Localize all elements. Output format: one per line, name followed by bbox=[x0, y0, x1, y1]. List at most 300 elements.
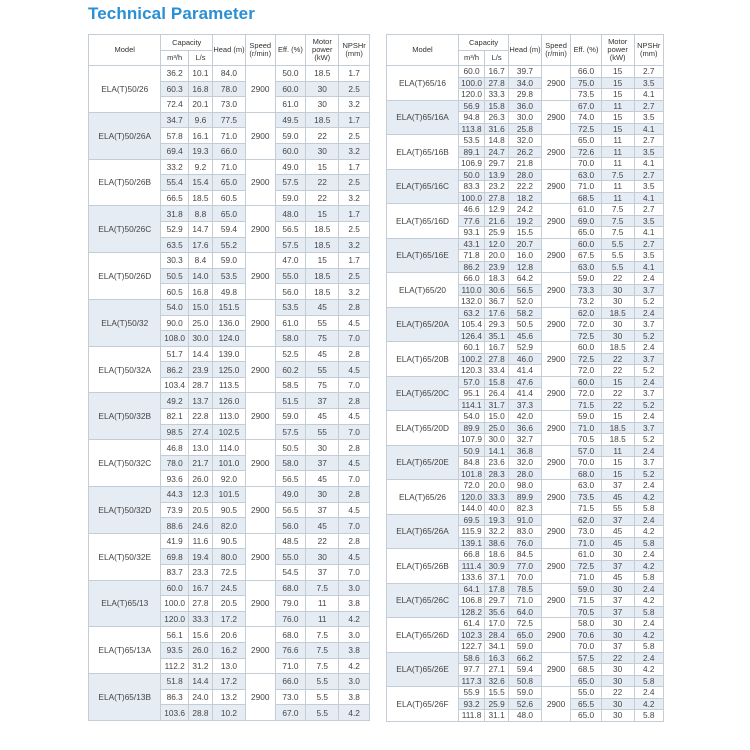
header-npshr: NPSHr (mm) bbox=[634, 35, 664, 66]
eff-value: 76.0 bbox=[275, 611, 306, 627]
npshr-value: 7.0 bbox=[339, 518, 370, 534]
capacity-ls: 31.7 bbox=[485, 399, 509, 411]
eff-value: 63.0 bbox=[571, 169, 602, 181]
capacity-ls: 20.0 bbox=[485, 250, 509, 262]
capacity-ls: 17.6 bbox=[188, 237, 212, 253]
motor-power-value: 5.5 bbox=[601, 250, 634, 262]
eff-value: 56.0 bbox=[275, 518, 306, 534]
capacity-ls: 33.3 bbox=[485, 89, 509, 101]
npshr-value: 4.1 bbox=[634, 192, 664, 204]
speed-value: 2900 bbox=[541, 238, 570, 273]
motor-power-value: 30 bbox=[306, 487, 339, 503]
head-value: 10.2 bbox=[213, 705, 246, 721]
capacity-m3h: 56.1 bbox=[161, 627, 188, 643]
table-row bbox=[387, 514, 664, 526]
motor-power-value: 18.5 bbox=[306, 268, 339, 284]
head-value: 66.2 bbox=[509, 652, 542, 664]
capacity-m3h: 86.3 bbox=[161, 689, 188, 705]
head-value: 22.2 bbox=[509, 181, 542, 193]
head-value: 17.2 bbox=[213, 674, 246, 690]
head-value: 71.0 bbox=[213, 159, 246, 175]
motor-power-value: 15 bbox=[306, 253, 339, 269]
capacity-m3h: 69.8 bbox=[161, 549, 188, 565]
capacity-m3h: 55.9 bbox=[458, 687, 484, 699]
capacity-ls: 37.1 bbox=[485, 572, 509, 584]
motor-power-value: 30 bbox=[601, 583, 634, 595]
npshr-value: 3.2 bbox=[339, 190, 370, 206]
npshr-value: 2.7 bbox=[634, 135, 664, 147]
speed-value: 2900 bbox=[541, 376, 570, 411]
capacity-ls: 20.1 bbox=[188, 97, 212, 113]
head-value: 60.5 bbox=[213, 190, 246, 206]
motor-power-value: 15 bbox=[601, 77, 634, 89]
capacity-ls: 27.8 bbox=[485, 192, 509, 204]
eff-value: 50.0 bbox=[275, 66, 306, 82]
motor-power-value: 55 bbox=[601, 503, 634, 515]
head-value: 36.0 bbox=[509, 100, 542, 112]
capacity-m3h: 51.8 bbox=[161, 674, 188, 690]
eff-value: 67.0 bbox=[275, 705, 306, 721]
capacity-m3h: 95.1 bbox=[458, 388, 484, 400]
header-motor-power: Motor power (kW) bbox=[601, 35, 634, 66]
capacity-ls: 24.7 bbox=[485, 146, 509, 158]
spec-table-body bbox=[387, 66, 664, 722]
speed-value: 2900 bbox=[541, 514, 570, 549]
npshr-value: 5.2 bbox=[634, 434, 664, 446]
eff-value: 49.5 bbox=[275, 112, 306, 128]
npshr-value: 2.7 bbox=[634, 100, 664, 112]
table-row bbox=[387, 238, 664, 250]
motor-power-value: 18.5 bbox=[306, 66, 339, 82]
speed-value: 2900 bbox=[245, 580, 275, 627]
spec-table-left bbox=[88, 34, 370, 721]
motor-power-value: 45 bbox=[306, 409, 339, 425]
motor-power-value: 37 bbox=[306, 502, 339, 518]
head-value: 71.0 bbox=[509, 595, 542, 607]
table-row bbox=[89, 674, 370, 690]
capacity-ls: 12.0 bbox=[485, 238, 509, 250]
capacity-m3h: 93.6 bbox=[161, 471, 188, 487]
capacity-ls: 18.6 bbox=[485, 549, 509, 561]
npshr-value: 4.2 bbox=[634, 664, 664, 676]
capacity-m3h: 46.8 bbox=[161, 440, 188, 456]
npshr-value: 3.5 bbox=[634, 112, 664, 124]
head-value: 92.0 bbox=[213, 471, 246, 487]
capacity-m3h: 112.2 bbox=[161, 658, 188, 674]
table-row bbox=[387, 618, 664, 630]
eff-value: 59.0 bbox=[571, 273, 602, 285]
capacity-ls: 36.7 bbox=[485, 296, 509, 308]
capacity-m3h: 100.0 bbox=[458, 77, 484, 89]
speed-value: 2900 bbox=[245, 440, 275, 487]
eff-value: 76.6 bbox=[275, 642, 306, 658]
header-m3h: m³/h bbox=[161, 51, 188, 66]
capacity-m3h: 72.4 bbox=[161, 97, 188, 113]
npshr-value: 2.5 bbox=[339, 175, 370, 191]
header-speed: Speed (r/min) bbox=[541, 35, 570, 66]
npshr-value: 2.4 bbox=[634, 514, 664, 526]
npshr-value: 4.1 bbox=[634, 89, 664, 101]
eff-value: 71.0 bbox=[571, 572, 602, 584]
model-name: ELA(T)65/20C bbox=[387, 376, 459, 411]
motor-power-value: 30 bbox=[601, 296, 634, 308]
eff-value: 71.0 bbox=[571, 181, 602, 193]
capacity-m3h: 93.1 bbox=[458, 227, 484, 239]
table-row bbox=[387, 376, 664, 388]
head-value: 28.0 bbox=[509, 468, 542, 480]
head-value: 24.2 bbox=[509, 204, 542, 216]
capacity-ls: 14.4 bbox=[188, 674, 212, 690]
motor-power-value: 7.5 bbox=[306, 642, 339, 658]
head-value: 82.0 bbox=[213, 518, 246, 534]
motor-power-value: 15 bbox=[601, 457, 634, 469]
capacity-m3h: 60.0 bbox=[458, 66, 484, 78]
npshr-value: 1.7 bbox=[339, 112, 370, 128]
model-name: ELA(T)65/13 bbox=[89, 580, 161, 627]
capacity-m3h: 93.5 bbox=[161, 642, 188, 658]
head-value: 65.0 bbox=[213, 175, 246, 191]
capacity-ls: 13.9 bbox=[485, 169, 509, 181]
capacity-ls: 16.1 bbox=[188, 128, 212, 144]
head-value: 78.0 bbox=[213, 81, 246, 97]
eff-value: 73.0 bbox=[275, 689, 306, 705]
capacity-ls: 16.7 bbox=[485, 66, 509, 78]
motor-power-value: 22 bbox=[601, 388, 634, 400]
model-name: ELA(T)50/32 bbox=[89, 299, 161, 346]
eff-value: 59.0 bbox=[275, 409, 306, 425]
npshr-value: 4.2 bbox=[634, 698, 664, 710]
eff-value: 60.0 bbox=[571, 238, 602, 250]
motor-power-value: 11 bbox=[601, 135, 634, 147]
motor-power-value: 45 bbox=[306, 518, 339, 534]
motor-power-value: 22 bbox=[306, 533, 339, 549]
capacity-m3h: 105.4 bbox=[458, 319, 484, 331]
speed-value: 2900 bbox=[541, 687, 570, 722]
capacity-ls: 23.9 bbox=[188, 362, 212, 378]
eff-value: 58.0 bbox=[275, 331, 306, 347]
head-value: 139.0 bbox=[213, 346, 246, 362]
npshr-value: 5.8 bbox=[634, 641, 664, 653]
head-value: 32.0 bbox=[509, 457, 542, 469]
capacity-m3h: 54.0 bbox=[458, 411, 484, 423]
motor-power-value: 7.5 bbox=[601, 169, 634, 181]
npshr-value: 4.5 bbox=[339, 409, 370, 425]
capacity-m3h: 73.9 bbox=[161, 502, 188, 518]
capacity-ls: 38.6 bbox=[485, 537, 509, 549]
eff-value: 70.5 bbox=[571, 434, 602, 446]
npshr-value: 5.8 bbox=[634, 503, 664, 515]
motor-power-value: 30 bbox=[306, 549, 339, 565]
eff-value: 63.0 bbox=[571, 480, 602, 492]
capacity-ls: 26.3 bbox=[485, 112, 509, 124]
header-capacity: Capacity bbox=[458, 35, 508, 51]
npshr-value: 3.0 bbox=[339, 580, 370, 596]
npshr-value: 2.4 bbox=[634, 652, 664, 664]
eff-value: 60.0 bbox=[275, 143, 306, 159]
capacity-m3h: 53.5 bbox=[458, 135, 484, 147]
capacity-m3h: 50.0 bbox=[458, 169, 484, 181]
head-value: 45.6 bbox=[509, 330, 542, 342]
head-value: 72.5 bbox=[509, 618, 542, 630]
motor-power-value: 15 bbox=[601, 112, 634, 124]
capacity-ls: 22.8 bbox=[188, 409, 212, 425]
npshr-value: 2.4 bbox=[634, 307, 664, 319]
npshr-value: 7.0 bbox=[339, 471, 370, 487]
npshr-value: 4.2 bbox=[634, 629, 664, 641]
motor-power-value: 55 bbox=[306, 362, 339, 378]
head-value: 32.7 bbox=[509, 434, 542, 446]
head-value: 50.5 bbox=[509, 319, 542, 331]
npshr-value: 5.8 bbox=[634, 537, 664, 549]
npshr-value: 3.5 bbox=[634, 250, 664, 262]
eff-value: 52.5 bbox=[275, 346, 306, 362]
motor-power-value: 11 bbox=[601, 445, 634, 457]
head-value: 18.2 bbox=[509, 192, 542, 204]
table-row bbox=[387, 583, 664, 595]
capacity-ls: 15.5 bbox=[485, 687, 509, 699]
capacity-m3h: 88.6 bbox=[161, 518, 188, 534]
eff-value: 48.5 bbox=[275, 533, 306, 549]
head-value: 113.5 bbox=[213, 377, 246, 393]
capacity-ls: 18.5 bbox=[188, 190, 212, 206]
npshr-value: 3.2 bbox=[339, 237, 370, 253]
capacity-ls: 25.9 bbox=[485, 698, 509, 710]
capacity-ls: 27.8 bbox=[188, 596, 212, 612]
capacity-ls: 14.8 bbox=[485, 135, 509, 147]
motor-power-value: 11 bbox=[601, 100, 634, 112]
capacity-m3h: 60.0 bbox=[161, 580, 188, 596]
eff-value: 56.5 bbox=[275, 502, 306, 518]
capacity-m3h: 89.1 bbox=[458, 146, 484, 158]
motor-power-value: 37 bbox=[601, 641, 634, 653]
head-value: 56.5 bbox=[509, 284, 542, 296]
npshr-value: 3.8 bbox=[339, 642, 370, 658]
capacity-ls: 12.3 bbox=[188, 487, 212, 503]
head-value: 53.5 bbox=[213, 268, 246, 284]
capacity-m3h: 50.9 bbox=[458, 445, 484, 457]
motor-power-value: 55 bbox=[306, 424, 339, 440]
capacity-m3h: 63.2 bbox=[458, 307, 484, 319]
head-value: 21.8 bbox=[509, 158, 542, 170]
header-speed: Speed (r/min) bbox=[245, 35, 275, 66]
eff-value: 49.0 bbox=[275, 487, 306, 503]
head-value: 52.0 bbox=[509, 296, 542, 308]
capacity-m3h: 94.8 bbox=[458, 112, 484, 124]
speed-value: 2900 bbox=[245, 627, 275, 674]
capacity-m3h: 71.8 bbox=[458, 250, 484, 262]
capacity-m3h: 122.7 bbox=[458, 641, 484, 653]
table-row bbox=[89, 66, 370, 82]
capacity-ls: 24.0 bbox=[188, 689, 212, 705]
capacity-m3h: 108.0 bbox=[161, 331, 188, 347]
capacity-ls: 31.1 bbox=[485, 710, 509, 722]
npshr-value: 2.8 bbox=[339, 299, 370, 315]
capacity-ls: 40.0 bbox=[485, 503, 509, 515]
eff-value: 63.0 bbox=[571, 261, 602, 273]
capacity-m3h: 54.0 bbox=[161, 299, 188, 315]
capacity-m3h: 133.6 bbox=[458, 572, 484, 584]
capacity-ls: 27.8 bbox=[485, 77, 509, 89]
capacity-m3h: 110.0 bbox=[458, 284, 484, 296]
capacity-ls: 20.5 bbox=[188, 502, 212, 518]
head-value: 39.7 bbox=[509, 66, 542, 78]
eff-value: 67.5 bbox=[571, 250, 602, 262]
head-value: 78.5 bbox=[509, 583, 542, 595]
capacity-ls: 9.2 bbox=[188, 159, 212, 175]
capacity-ls: 14.7 bbox=[188, 221, 212, 237]
motor-power-value: 45 bbox=[306, 471, 339, 487]
eff-value: 72.0 bbox=[571, 388, 602, 400]
eff-value: 50.5 bbox=[275, 440, 306, 456]
eff-value: 60.0 bbox=[275, 81, 306, 97]
motor-power-value: 15 bbox=[601, 66, 634, 78]
npshr-value: 1.7 bbox=[339, 159, 370, 175]
capacity-m3h: 43.1 bbox=[458, 238, 484, 250]
capacity-ls: 23.3 bbox=[188, 565, 212, 581]
speed-value: 2900 bbox=[245, 299, 275, 346]
model-name: ELA(T)65/26C bbox=[387, 583, 459, 618]
npshr-value: 3.8 bbox=[339, 596, 370, 612]
eff-value: 51.5 bbox=[275, 393, 306, 409]
npshr-value: 5.8 bbox=[634, 606, 664, 618]
capacity-m3h: 60.3 bbox=[161, 81, 188, 97]
header-npshr: NPSHr (mm) bbox=[339, 35, 370, 66]
eff-value: 72.5 bbox=[571, 560, 602, 572]
motor-power-value: 18.5 bbox=[306, 284, 339, 300]
capacity-m3h: 86.2 bbox=[161, 362, 188, 378]
motor-power-value: 11 bbox=[601, 181, 634, 193]
head-value: 36.6 bbox=[509, 422, 542, 434]
capacity-ls: 15.0 bbox=[485, 411, 509, 423]
npshr-value: 2.4 bbox=[634, 480, 664, 492]
capacity-ls: 14.4 bbox=[188, 346, 212, 362]
head-value: 90.5 bbox=[213, 502, 246, 518]
capacity-m3h: 82.1 bbox=[161, 409, 188, 425]
motor-power-value: 30 bbox=[601, 330, 634, 342]
motor-power-value: 5.5 bbox=[306, 705, 339, 721]
motor-power-value: 7.5 bbox=[601, 204, 634, 216]
capacity-m3h: 100.2 bbox=[458, 353, 484, 365]
capacity-ls: 17.6 bbox=[485, 307, 509, 319]
capacity-ls: 30.6 bbox=[485, 284, 509, 296]
table-row bbox=[89, 533, 370, 549]
npshr-value: 4.1 bbox=[634, 158, 664, 170]
motor-power-value: 18.5 bbox=[306, 237, 339, 253]
capacity-m3h: 51.7 bbox=[161, 346, 188, 362]
eff-value: 68.0 bbox=[275, 627, 306, 643]
eff-value: 61.0 bbox=[571, 204, 602, 216]
capacity-m3h: 60.1 bbox=[458, 342, 484, 354]
npshr-value: 4.2 bbox=[634, 560, 664, 572]
motor-power-value: 30 bbox=[601, 549, 634, 561]
capacity-m3h: 31.8 bbox=[161, 206, 188, 222]
motor-power-value: 11 bbox=[601, 146, 634, 158]
model-name: ELA(T)50/26A bbox=[89, 112, 161, 159]
motor-power-value: 30 bbox=[601, 629, 634, 641]
capacity-ls: 30.9 bbox=[485, 560, 509, 572]
head-value: 20.7 bbox=[509, 238, 542, 250]
npshr-value: 4.2 bbox=[634, 595, 664, 607]
capacity-ls: 16.7 bbox=[188, 580, 212, 596]
motor-power-value: 55 bbox=[306, 315, 339, 331]
head-value: 15.5 bbox=[509, 227, 542, 239]
eff-value: 58.0 bbox=[275, 455, 306, 471]
motor-power-value: 22 bbox=[601, 399, 634, 411]
capacity-m3h: 33.2 bbox=[161, 159, 188, 175]
head-value: 16.0 bbox=[509, 250, 542, 262]
head-value: 59.0 bbox=[509, 687, 542, 699]
model-name: ELA(T)65/26A bbox=[387, 514, 459, 549]
capacity-ls: 26.0 bbox=[188, 471, 212, 487]
eff-value: 56.5 bbox=[275, 221, 306, 237]
capacity-ls: 11.6 bbox=[188, 533, 212, 549]
capacity-m3h: 100.0 bbox=[458, 192, 484, 204]
capacity-m3h: 84.8 bbox=[458, 457, 484, 469]
capacity-m3h: 50.5 bbox=[161, 268, 188, 284]
capacity-ls: 25.9 bbox=[485, 227, 509, 239]
eff-value: 73.0 bbox=[571, 526, 602, 538]
motor-power-value: 37 bbox=[306, 393, 339, 409]
model-name: ELA(T)65/16D bbox=[387, 204, 459, 239]
motor-power-value: 30 bbox=[601, 710, 634, 722]
capacity-m3h: 63.5 bbox=[161, 237, 188, 253]
motor-power-value: 45 bbox=[306, 346, 339, 362]
head-value: 84.0 bbox=[213, 66, 246, 82]
capacity-ls: 17.8 bbox=[485, 583, 509, 595]
motor-power-value: 30 bbox=[306, 97, 339, 113]
capacity-ls: 18.3 bbox=[485, 273, 509, 285]
head-value: 13.2 bbox=[213, 689, 246, 705]
capacity-ls: 15.8 bbox=[485, 376, 509, 388]
model-name: ELA(T)65/20A bbox=[387, 307, 459, 342]
capacity-ls: 23.6 bbox=[485, 457, 509, 469]
motor-power-value: 22 bbox=[306, 128, 339, 144]
capacity-ls: 19.4 bbox=[188, 549, 212, 565]
npshr-value: 2.7 bbox=[634, 66, 664, 78]
motor-power-value: 15 bbox=[601, 411, 634, 423]
npshr-value: 2.4 bbox=[634, 687, 664, 699]
table-row bbox=[387, 204, 664, 216]
head-value: 26.2 bbox=[509, 146, 542, 158]
eff-value: 54.5 bbox=[275, 565, 306, 581]
capacity-m3h: 126.4 bbox=[458, 330, 484, 342]
capacity-m3h: 106.8 bbox=[458, 595, 484, 607]
eff-value: 59.0 bbox=[275, 190, 306, 206]
npshr-value: 7.0 bbox=[339, 377, 370, 393]
table-row bbox=[89, 299, 370, 315]
npshr-value: 5.2 bbox=[634, 296, 664, 308]
header-ls: L/s bbox=[188, 51, 212, 66]
npshr-value: 5.8 bbox=[634, 572, 664, 584]
speed-value: 2900 bbox=[541, 480, 570, 515]
motor-power-value: 7.5 bbox=[306, 580, 339, 596]
npshr-value: 4.2 bbox=[339, 658, 370, 674]
motor-power-value: 11 bbox=[601, 192, 634, 204]
model-name: ELA(T)50/32C bbox=[89, 440, 161, 487]
head-value: 125.0 bbox=[213, 362, 246, 378]
motor-power-value: 22 bbox=[601, 687, 634, 699]
npshr-value: 3.7 bbox=[634, 388, 664, 400]
eff-value: 56.5 bbox=[275, 471, 306, 487]
capacity-m3h: 57.8 bbox=[161, 128, 188, 144]
eff-value: 57.5 bbox=[275, 237, 306, 253]
npshr-value: 5.2 bbox=[634, 330, 664, 342]
model-name: ELA(T)65/20 bbox=[387, 273, 459, 308]
head-value: 91.0 bbox=[509, 514, 542, 526]
head-value: 66.0 bbox=[213, 143, 246, 159]
motor-power-value: 37 bbox=[601, 514, 634, 526]
speed-value: 2900 bbox=[245, 674, 275, 721]
